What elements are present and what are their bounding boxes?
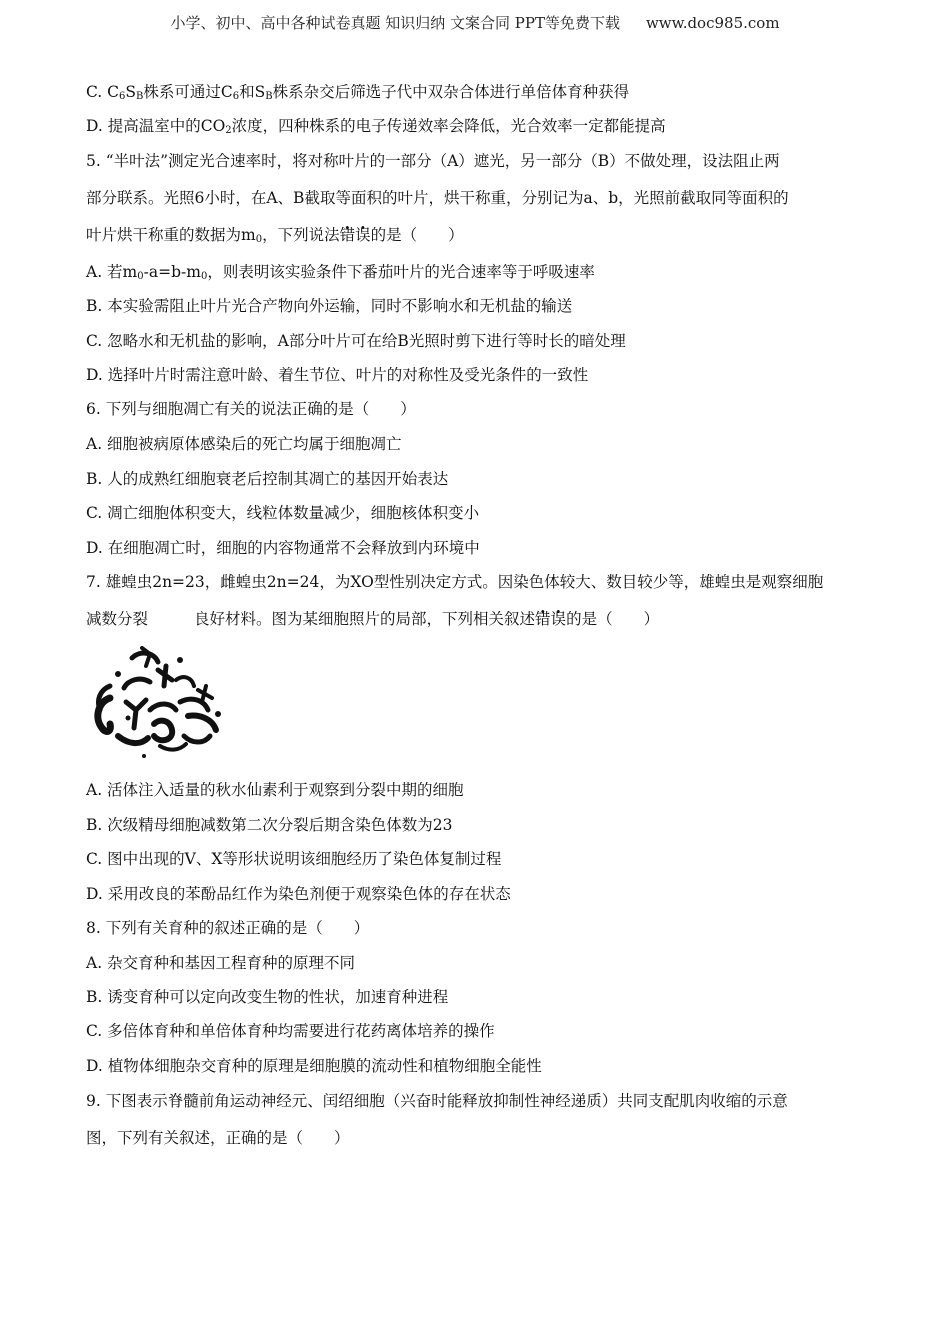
q7-stem-line-2: 减数分裂 良好材料。图为某细胞照片的局部，下列相关叙述错误的是（ ） (86, 610, 660, 628)
q5-option-d: D. 选择叶片时需注意叶龄、着生节位、叶片的对称性及受光条件的一致性 (86, 366, 589, 384)
q4-option-d: D. 提高温室中的$CO_2$浓度，四种株系的电子传递效率会降低，光合效率一定都能提高 (86, 117, 666, 136)
q8-option-a: A. 杂交育种和基因工程育种的原理不同 (86, 954, 356, 972)
chromosome-photo (88, 640, 230, 758)
q6-option-b: B. 人的成熟红细胞衰老后控制其凋亡的基因开始表达 (86, 470, 449, 488)
header-text: 小学、初中、高中各种试卷真题 知识归纳 文案合同 PPT等免费下载 (170, 14, 620, 32)
q9-stem-line-1: 9. 下图表示脊髓前角运动神经元、闰绍细胞（兴奋时能释放抑制性神经递质）共同支配肌肉收缩的示意 (86, 1092, 788, 1110)
q5-option-b: B. 本实验需阻止叶片光合产物向外运输，同时不影响水和无机盐的输送 (86, 297, 573, 315)
q8-option-c: C. 多倍体育种和单倍体育种均需要进行花药离体培养的操作 (86, 1022, 495, 1040)
q5-option-c: C. 忽略水和无机盐的影响，A部分叶片可在给B光照时剪下进行等时长的暗处理 (86, 332, 626, 350)
q6-option-c: C. 凋亡细胞体积变大，线粒体数量减少，细胞核体积变小 (86, 504, 480, 522)
q7-option-d: D. 采用改良的苯酚品红作为染色剂便于观察染色体的存在状态 (86, 885, 511, 903)
q7-option-a: A. 活体注入适量的秋水仙素利于观察到分裂中期的细胞 (86, 781, 464, 799)
q8-option-d: D. 植物体细胞杂交育种的原理是细胞膜的流动性和植物细胞全能性 (86, 1057, 542, 1075)
q8-option-b: B. 诱变育种可以定向改变生物的性状，加速育种进程 (86, 988, 449, 1006)
q7-option-c: C. 图中出现的V、X等形状说明该细胞经历了染色体复制过程 (86, 850, 502, 868)
q6-option-a: A. 细胞被病原体感染后的死亡均属于细胞凋亡 (86, 435, 402, 453)
emphasis-char: 误 (550, 610, 567, 628)
q6-stem: 6. 下列与细胞凋亡有关的说法正确的是（ ） (86, 400, 416, 418)
page-header (0, 12, 950, 33)
q5-stem-line-1: 5. “半叶法”测定光合速率时，将对称叶片的一部分（A）遮光，另一部分（B）不做处理，设法阻止两 (86, 152, 780, 170)
q8-stem: 8. 下列有关育种的叙述正确的是（ ） (86, 919, 370, 937)
header-site: www.doc985.com (645, 14, 780, 32)
q4-option-c: C. $C_6S_B$株系可通过$C_6$和$S_B$株系杂交后筛选子代中双杂合体进行单倍体育种获得 (86, 83, 630, 102)
q5-stem-line-2: 部分联系。光照6小时，在A、B截取等面积的叶片，烘干称重，分别记为a、b，光照前截取同等面积的 (86, 189, 789, 207)
q5-stem-line-3: 叶片烘干称重的数据为$m_0$，下列说法错误的是（ ） (86, 226, 464, 245)
emphasis-char: 误 (355, 226, 371, 244)
q5-option-a: A. 若$m_0-a=b-m_0$，则表明该实验条件下番茄叶片的光合速率等于呼吸速率 (86, 263, 595, 282)
q7-option-b: B. 次级精母细胞减数第二次分裂后期含染色体数为23 (86, 816, 453, 834)
q7-stem-line-1: 7. 雄蝗虫2n=23，雌蝗虫2n=24，为XO型性别决定方式。因染色体较大、数目较少等，雄蝗虫是观察细胞 (86, 573, 824, 591)
q9-stem-line-2: 图，下列有关叙述，正确的是（ ） (86, 1129, 350, 1147)
emphasis-char: 错 (535, 610, 551, 628)
emphasis-char: 错 (339, 226, 356, 244)
q6-option-d: D. 在细胞凋亡时，细胞的内容物通常不会释放到内环境中 (86, 539, 480, 557)
